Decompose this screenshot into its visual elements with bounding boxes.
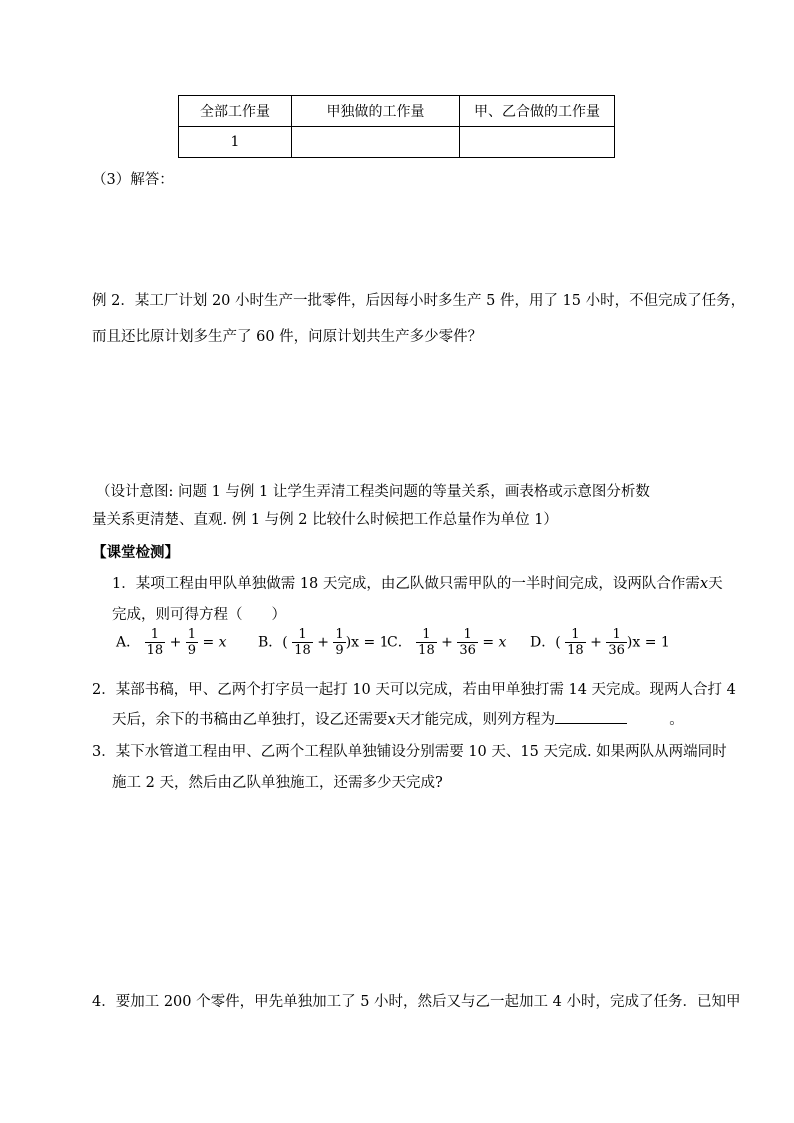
fraction: $\frac{1}{36}$ (459, 627, 476, 658)
paren: ( (282, 634, 288, 651)
q1-text-tail: 天 (708, 576, 723, 592)
work-table (178, 95, 615, 158)
option-d[interactable]: D．( $\frac{1}{18}$ + $\frac{1}{36}$ )x = 1 (530, 627, 670, 658)
design-note-line1: （设计意图: 问题 1 与例 1 让学生弄清工程类问题的等量关系，画表格或示意图分析数 (96, 484, 650, 500)
q2-text: 天后，余下的书稿由乙单独打，设乙还需要 (112, 712, 388, 728)
table-row (179, 127, 615, 158)
option-b[interactable]: B．( $\frac{1}{18}$ + $\frac{1}{9}$ )x = 1 (258, 627, 389, 658)
option-rhs: = x (202, 634, 227, 651)
table-header-row (179, 96, 615, 127)
q2-line1: 2．某部书稿，甲、乙两个打字员一起打 10 天可以完成，若由甲单独打需 14 天完成。现两人合打 4 (92, 682, 736, 698)
option-rhs: = x (482, 634, 507, 651)
fraction: $\frac{1}{9}$ (335, 627, 344, 658)
q1-text: 1．某项工程由甲队单独做需 18 天完成，由乙队做只需甲队的一半时间完成，设两队合作需 (112, 576, 700, 592)
section-title: 【课堂检测】 (92, 544, 179, 561)
q1-line1 (112, 572, 723, 593)
option-label: A． (116, 634, 141, 651)
option-a[interactable]: A． $\frac{1}{18}$ + $\frac{1}{9}$ = x (116, 627, 227, 658)
example2-line2: 而且还比原计划多生产了 60 件，问原计划共生产多少零件？ (92, 329, 483, 345)
option-c[interactable]: C． $\frac{1}{18}$ + $\frac{1}{36}$ = x (387, 627, 507, 658)
design-note-line2: 量关系更清楚、直观. 例 1 与例 2 比较什么时候把工作总量作为单位 1） (92, 512, 558, 528)
q1-var: x (699, 576, 709, 592)
fraction: $\frac{1}{18}$ (146, 627, 164, 658)
option-label: C． (387, 634, 412, 651)
fraction: $\frac{1}{9}$ (187, 627, 197, 658)
fraction: $\frac{1}{18}$ (294, 627, 311, 658)
q2-var: x (387, 712, 396, 728)
q1-line2: 完成，则可得方程（ ） (112, 607, 286, 623)
q3-line1: 3．某下水管道工程由甲、乙两个工程队单独铺设分别需要 10 天、15 天完成. 如果两队从两端同时 (92, 744, 727, 760)
answer-blank[interactable] (555, 709, 627, 724)
q4-line1: 4．要加工 200 个零件，甲先单独加工了 5 小时，然后又与乙一起加工 4 小时，完成了任务．已知甲 (92, 994, 741, 1010)
fraction: $\frac{1}{18}$ (418, 627, 435, 658)
table-cell: 1 (179, 127, 292, 158)
option-rhs: )x = 1 (626, 634, 670, 651)
answer-label: （3）解答： (92, 172, 174, 188)
table-header-cell: 全部工作量 (179, 96, 292, 127)
option-rhs: )x = 1 (345, 634, 389, 651)
table-header-cell: 甲独做的工作量 (292, 96, 460, 127)
option-label: D． (530, 634, 556, 651)
table-cell (460, 127, 615, 158)
q2-end: 。 (669, 712, 684, 728)
table-cell (292, 127, 460, 158)
fraction: $\frac{1}{18}$ (567, 627, 584, 658)
paren: ( (555, 634, 561, 651)
q2-text: 天才能完成，则列方程为 (395, 712, 556, 728)
fraction: $\frac{1}{36}$ (608, 627, 625, 658)
q2-line2 (112, 708, 684, 729)
q3-line2: 施工 2 天，然后由乙队单独施工，还需多少天完成? (112, 775, 443, 791)
option-label: B． (258, 634, 283, 651)
example2-line1: 例 2．某工厂计划 20 小时生产一批零件，后因每小时多生产 5 件，用了 15 小时，不但完成了任务， (92, 293, 746, 309)
table-header-cell: 甲、乙合做的工作量 (460, 96, 615, 127)
